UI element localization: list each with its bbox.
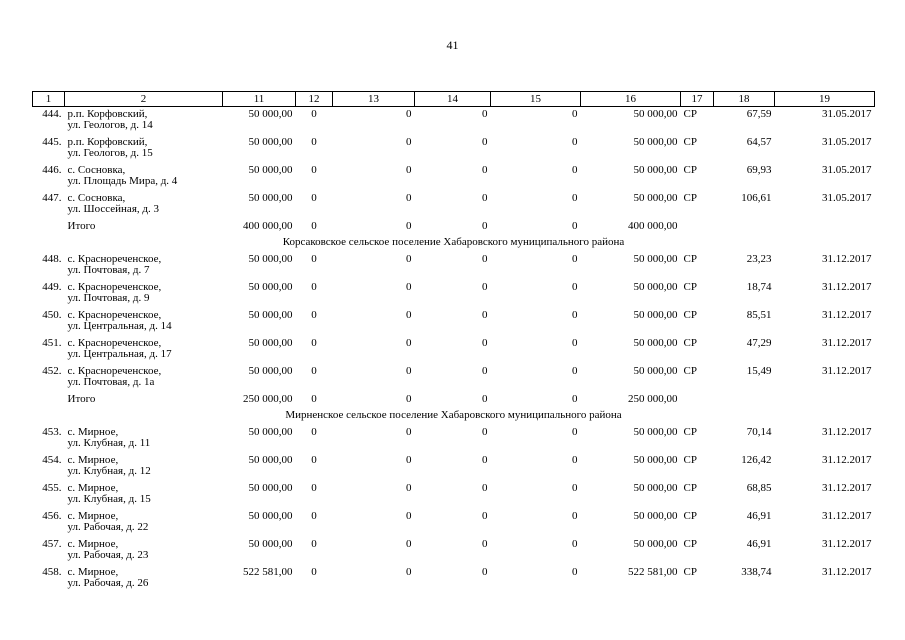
cell-col-19: 31.12.2017: [822, 454, 872, 466]
cell-col-18: 46,91: [746, 538, 772, 550]
cell-col-11: 50 000,00: [248, 309, 293, 321]
column-header: 15: [491, 92, 581, 107]
cell-col-17: СР: [683, 566, 697, 578]
table-row: [33, 193, 875, 221]
cell-col-12: 0: [311, 426, 317, 438]
cell-col-17: СР: [683, 510, 697, 522]
address-line-1: с. Мирное,: [67, 510, 119, 522]
table-row: [33, 282, 875, 310]
cell-col-12: 0: [311, 337, 317, 349]
row-number: 446.: [42, 164, 62, 176]
cell-col-17: СР: [683, 108, 697, 120]
row-number: 455.: [42, 482, 62, 494]
cell-col-11: 522 581,00: [243, 566, 293, 578]
cell-col-18: 15,49: [746, 365, 772, 377]
section-title: Мирненское сельское поселение Хабаровского муниципального района: [285, 409, 622, 421]
cell-col-15: 0: [572, 482, 578, 494]
row-number: 451.: [42, 337, 62, 349]
address-cell: [65, 427, 223, 455]
cell-col-11: 400 000,00: [243, 220, 293, 232]
section-header-row: [33, 410, 875, 427]
cell-col-18: 338,74: [741, 566, 772, 578]
cell-col-14: 0: [482, 337, 488, 349]
table-row: [33, 427, 875, 455]
cell-col-16: 50 000,00: [633, 538, 678, 550]
address-line-2: ул. Почтовая, д. 9: [67, 292, 150, 304]
cell-col-18: 64,57: [746, 136, 772, 148]
table-body: [33, 107, 875, 596]
empty-cell: [681, 394, 714, 410]
address-cell: [65, 282, 223, 310]
cell-col-19: 31.05.2017: [822, 108, 872, 120]
address-cell: [65, 310, 223, 338]
address-line-1: с. Краснореченское,: [67, 253, 162, 265]
cell-col-18: 68,85: [746, 482, 772, 494]
address-line-2: ул. Клубная, д. 12: [67, 465, 151, 477]
cell-col-17: СР: [683, 454, 697, 466]
cell-col-19: 31.12.2017: [822, 566, 872, 578]
cell-col-14: 0: [482, 253, 488, 265]
cell-col-15: 0: [572, 365, 578, 377]
cell-col-11: 50 000,00: [248, 426, 293, 438]
address-line-2: ул. Рабочая, д. 26: [67, 577, 149, 589]
cell-col-19: 31.12.2017: [822, 337, 872, 349]
total-label: Итого: [67, 393, 96, 405]
address-line-2: ул. Почтовая, д. 7: [67, 264, 150, 276]
empty-cell: [714, 394, 775, 410]
cell-col-17: СР: [683, 164, 697, 176]
address-line-1: с. Краснореченское,: [67, 309, 162, 321]
table-row: [33, 107, 875, 138]
cell-col-19: 31.12.2017: [822, 426, 872, 438]
empty-cell: [775, 394, 875, 410]
cell-col-11: 50 000,00: [248, 482, 293, 494]
address-cell: [65, 455, 223, 483]
total-row: [33, 221, 875, 237]
column-header: 11: [223, 92, 296, 107]
address-cell: [65, 107, 223, 138]
cell-col-14: 0: [482, 108, 488, 120]
cell-col-17: СР: [683, 365, 697, 377]
cell-col-16: 50 000,00: [633, 253, 678, 265]
cell-col-17: СР: [683, 426, 697, 438]
address-line-1: с. Мирное,: [67, 566, 119, 578]
table-row: [33, 338, 875, 366]
address-line-2: ул. Геологов, д. 15: [67, 147, 153, 159]
address-cell: [65, 483, 223, 511]
address-line-1: с. Сосновка,: [67, 192, 126, 204]
row-number: 450.: [42, 309, 62, 321]
cell-col-12: 0: [311, 365, 317, 377]
cell-col-19: 31.12.2017: [822, 309, 872, 321]
cell-col-15: 0: [572, 220, 578, 232]
cell-col-14: 0: [482, 426, 488, 438]
cell-col-11: 50 000,00: [248, 510, 293, 522]
cell-col-12: 0: [311, 164, 317, 176]
cell-col-12: 0: [311, 192, 317, 204]
cell-col-11: 50 000,00: [248, 365, 293, 377]
column-header: 1: [33, 92, 65, 107]
cell-col-15: 0: [572, 454, 578, 466]
page-number: 41: [446, 38, 459, 52]
row-number: 456.: [42, 510, 62, 522]
cell-col-18: 106,61: [741, 192, 772, 204]
cell-col-16: 50 000,00: [633, 108, 678, 120]
column-header: 16: [581, 92, 681, 107]
cell-col-12: 0: [311, 482, 317, 494]
cell-col-11: 50 000,00: [248, 192, 293, 204]
column-header: 14: [415, 92, 491, 107]
row-number: 454.: [42, 454, 62, 466]
cell-col-13: 0: [406, 108, 412, 120]
table-row: [33, 366, 875, 394]
table-row: [33, 483, 875, 511]
column-header: 18: [714, 92, 775, 107]
cell-col-19: 31.05.2017: [822, 136, 872, 148]
address-cell: [65, 254, 223, 282]
table-row: [33, 137, 875, 165]
empty-cell: [33, 394, 65, 410]
address-cell: [65, 338, 223, 366]
cell-col-19: 31.05.2017: [822, 192, 872, 204]
row-number: 458.: [42, 566, 62, 578]
cell-col-18: 69,93: [746, 164, 772, 176]
cell-col-18: 70,14: [746, 426, 772, 438]
cell-col-17: СР: [683, 281, 697, 293]
address-line-2: ул. Геологов, д. 14: [67, 119, 153, 131]
cell-col-15: 0: [572, 566, 578, 578]
address-cell: [65, 165, 223, 193]
cell-col-16: 50 000,00: [633, 281, 678, 293]
cell-col-13: 0: [406, 538, 412, 550]
cell-col-14: 0: [482, 309, 488, 321]
cell-col-13: 0: [406, 426, 412, 438]
cell-col-18: 18,74: [746, 281, 772, 293]
empty-cell: [775, 221, 875, 237]
cell-col-17: СР: [683, 482, 697, 494]
cell-col-13: 0: [406, 393, 412, 405]
cell-col-13: 0: [406, 365, 412, 377]
empty-cell: [33, 221, 65, 237]
address-line-2: ул. Рабочая, д. 23: [67, 549, 149, 561]
address-line-2: ул. Почтовая, д. 1а: [67, 376, 155, 388]
cell-col-19: 31.12.2017: [822, 281, 872, 293]
address-line-2: ул. Центральная, д. 17: [67, 348, 172, 360]
table-row: [33, 567, 875, 595]
column-header: 13: [333, 92, 415, 107]
cell-col-16: 50 000,00: [633, 454, 678, 466]
cell-col-11: 250 000,00: [243, 393, 293, 405]
cell-col-15: 0: [572, 426, 578, 438]
cell-col-13: 0: [406, 309, 412, 321]
address-line-2: ул. Рабочая, д. 22: [67, 521, 149, 533]
cell-col-15: 0: [572, 309, 578, 321]
cell-col-16: 50 000,00: [633, 365, 678, 377]
cell-col-17: СР: [683, 309, 697, 321]
address-line-1: с. Краснореченское,: [67, 281, 162, 293]
cell-col-12: 0: [311, 566, 317, 578]
cell-col-16: 50 000,00: [633, 164, 678, 176]
cell-col-11: 50 000,00: [248, 538, 293, 550]
cell-col-16: 50 000,00: [633, 337, 678, 349]
cell-col-19: 31.05.2017: [822, 164, 872, 176]
address-line-1: с. Мирное,: [67, 454, 119, 466]
cell-col-13: 0: [406, 482, 412, 494]
address-cell: [65, 511, 223, 539]
empty-cell: [681, 221, 714, 237]
address-line-1: р.п. Корфовский,: [67, 108, 148, 120]
cell-col-13: 0: [406, 136, 412, 148]
cell-col-12: 0: [311, 136, 317, 148]
cell-col-13: 0: [406, 220, 412, 232]
cell-col-18: 23,23: [746, 253, 772, 265]
cell-col-15: 0: [572, 393, 578, 405]
table-row: [33, 455, 875, 483]
row-number: 449.: [42, 281, 62, 293]
cell-col-12: 0: [311, 220, 317, 232]
cell-col-15: 0: [572, 510, 578, 522]
cell-col-12: 0: [311, 253, 317, 265]
address-line-1: с. Мирное,: [67, 426, 119, 438]
cell-col-17: СР: [683, 253, 697, 265]
cell-col-16: 50 000,00: [633, 192, 678, 204]
cell-col-16: 400 000,00: [628, 220, 678, 232]
table-row: [33, 511, 875, 539]
cell-col-19: 31.12.2017: [822, 365, 872, 377]
cell-col-13: 0: [406, 192, 412, 204]
cell-col-14: 0: [482, 393, 488, 405]
address-line-1: с. Сосновка,: [67, 164, 126, 176]
cell-col-14: 0: [482, 538, 488, 550]
column-header: 19: [775, 92, 875, 107]
cell-col-13: 0: [406, 281, 412, 293]
section-title: Корсаковское сельское поселение Хабаровского муниципального района: [282, 236, 625, 248]
cell-col-15: 0: [572, 337, 578, 349]
column-header: 2: [65, 92, 223, 107]
address-line-2: ул. Клубная, д. 15: [67, 493, 151, 505]
cell-col-11: 50 000,00: [248, 337, 293, 349]
address-line-1: с. Мирное,: [67, 538, 119, 550]
cell-col-13: 0: [406, 510, 412, 522]
cell-col-15: 0: [572, 192, 578, 204]
address-line-2: ул. Центральная, д. 14: [67, 320, 172, 332]
cell-col-11: 50 000,00: [248, 281, 293, 293]
cell-col-19: 31.12.2017: [822, 538, 872, 550]
cell-col-15: 0: [572, 136, 578, 148]
cell-col-18: 126,42: [741, 454, 772, 466]
cell-col-14: 0: [482, 454, 488, 466]
cell-col-14: 0: [482, 164, 488, 176]
address-line-1: с. Краснореченское,: [67, 337, 162, 349]
cell-col-17: СР: [683, 136, 697, 148]
cell-col-14: 0: [482, 365, 488, 377]
cell-col-11: 50 000,00: [248, 108, 293, 120]
cell-col-15: 0: [572, 108, 578, 120]
cell-col-16: 50 000,00: [633, 136, 678, 148]
table-row: [33, 254, 875, 282]
cell-col-14: 0: [482, 281, 488, 293]
address-line-1: с. Краснореченское,: [67, 365, 162, 377]
cell-col-14: 0: [482, 510, 488, 522]
column-header: 17: [681, 92, 714, 107]
cell-col-16: 50 000,00: [633, 309, 678, 321]
row-number: 453.: [42, 426, 62, 438]
cell-col-11: 50 000,00: [248, 253, 293, 265]
address-cell: [65, 366, 223, 394]
cell-col-15: 0: [572, 281, 578, 293]
address-line-2: ул. Шоссейная, д. 3: [67, 203, 159, 215]
total-row: [33, 394, 875, 410]
cell-col-16: 522 581,00: [628, 566, 678, 578]
cell-col-12: 0: [311, 281, 317, 293]
cell-col-17: СР: [683, 538, 697, 550]
row-number: 448.: [42, 253, 62, 265]
cell-col-11: 50 000,00: [248, 454, 293, 466]
address-cell: [65, 539, 223, 567]
cell-col-13: 0: [406, 253, 412, 265]
cell-col-15: 0: [572, 538, 578, 550]
table-row: [33, 539, 875, 567]
cell-col-19: 31.12.2017: [822, 253, 872, 265]
cell-col-12: 0: [311, 510, 317, 522]
table-row: [33, 310, 875, 338]
cell-col-13: 0: [406, 454, 412, 466]
cell-col-16: 250 000,00: [628, 393, 678, 405]
address-cell: [65, 137, 223, 165]
cell-col-19: 31.12.2017: [822, 482, 872, 494]
cell-col-12: 0: [311, 454, 317, 466]
row-number: 452.: [42, 365, 62, 377]
cell-col-16: 50 000,00: [633, 482, 678, 494]
cell-col-12: 0: [311, 393, 317, 405]
cell-col-14: 0: [482, 482, 488, 494]
row-number: 444.: [42, 108, 62, 120]
address-cell: [65, 567, 223, 595]
cell-col-13: 0: [406, 164, 412, 176]
cell-col-19: 31.12.2017: [822, 510, 872, 522]
address-cell: [65, 193, 223, 221]
cell-col-11: 50 000,00: [248, 136, 293, 148]
cell-col-12: 0: [311, 538, 317, 550]
cell-col-14: 0: [482, 136, 488, 148]
cell-col-12: 0: [311, 309, 317, 321]
cell-col-12: 0: [311, 108, 317, 120]
cell-col-15: 0: [572, 253, 578, 265]
column-header-row: [33, 92, 875, 107]
cell-col-18: 46,91: [746, 510, 772, 522]
cell-col-14: 0: [482, 192, 488, 204]
register-table: [32, 91, 875, 595]
address-line-2: ул. Клубная, д. 11: [67, 437, 151, 449]
cell-col-18: 85,51: [746, 309, 772, 321]
cell-col-14: 0: [482, 220, 488, 232]
cell-col-11: 50 000,00: [248, 164, 293, 176]
cell-col-17: СР: [683, 192, 697, 204]
cell-col-17: СР: [683, 337, 697, 349]
table-row: [33, 165, 875, 193]
cell-col-15: 0: [572, 164, 578, 176]
row-number: 445.: [42, 136, 62, 148]
address-line-1: с. Мирное,: [67, 482, 119, 494]
cell-col-14: 0: [482, 566, 488, 578]
cell-col-16: 50 000,00: [633, 426, 678, 438]
address-line-1: р.п. Корфовский,: [67, 136, 148, 148]
cell-col-18: 67,59: [746, 108, 772, 120]
address-line-2: ул. Площадь Мира, д. 4: [67, 175, 178, 187]
total-label: Итого: [67, 220, 96, 232]
cell-col-18: 47,29: [746, 337, 772, 349]
row-number: 457.: [42, 538, 62, 550]
column-header: 12: [296, 92, 333, 107]
cell-col-13: 0: [406, 566, 412, 578]
empty-cell: [714, 221, 775, 237]
cell-col-16: 50 000,00: [633, 510, 678, 522]
cell-col-13: 0: [406, 337, 412, 349]
row-number: 447.: [42, 192, 62, 204]
section-header-row: [33, 237, 875, 254]
